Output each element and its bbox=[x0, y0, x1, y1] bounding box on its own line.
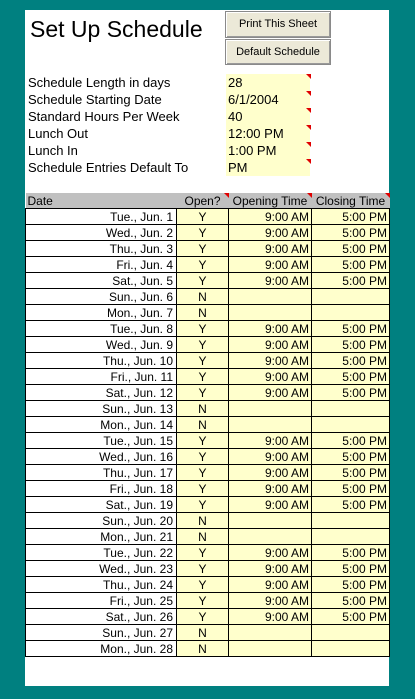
closing-time-cell[interactable]: 5:00 PM bbox=[312, 257, 390, 273]
entries-default-input[interactable] bbox=[226, 159, 310, 176]
opening-time-cell[interactable]: 9:00 AM bbox=[229, 465, 312, 481]
date-cell: Sat., Jun. 19 bbox=[26, 497, 177, 513]
open-cell[interactable]: N bbox=[177, 529, 229, 545]
opening-time-cell[interactable]: 9:00 AM bbox=[229, 497, 312, 513]
table-row bbox=[26, 225, 390, 241]
date-cell: Sun., Jun. 27 bbox=[26, 625, 177, 641]
table-row bbox=[26, 497, 390, 513]
lunch-in-label: Lunch In bbox=[28, 143, 78, 158]
closing-time-cell[interactable] bbox=[312, 641, 390, 657]
date-cell: Thu., Jun. 24 bbox=[26, 577, 177, 593]
entries-default-value: PM bbox=[228, 160, 248, 175]
schedule-length-value: 28 bbox=[228, 75, 243, 90]
closing-time-cell[interactable]: 5:00 PM bbox=[312, 497, 390, 513]
date-cell: Mon., Jun. 14 bbox=[26, 417, 177, 433]
open-cell[interactable]: Y bbox=[177, 353, 229, 369]
closing-time-cell[interactable]: 5:00 PM bbox=[312, 337, 390, 353]
opening-time-cell[interactable]: 9:00 AM bbox=[229, 449, 312, 465]
opening-time-cell[interactable]: 9:00 AM bbox=[229, 257, 312, 273]
comment-marker-icon bbox=[306, 108, 311, 113]
hours-per-week-label: Standard Hours Per Week bbox=[28, 109, 180, 124]
open-cell[interactable]: Y bbox=[177, 337, 229, 353]
table-row bbox=[26, 385, 390, 401]
comment-marker-icon bbox=[306, 91, 311, 96]
date-cell: Wed., Jun. 2 bbox=[26, 225, 177, 241]
comment-marker-icon bbox=[306, 125, 311, 130]
opening-time-cell[interactable]: 9:00 AM bbox=[229, 241, 312, 257]
open-cell[interactable]: Y bbox=[177, 257, 229, 273]
opening-time-cell[interactable] bbox=[229, 305, 312, 321]
open-cell[interactable]: Y bbox=[177, 209, 229, 225]
schedule-table bbox=[25, 193, 390, 657]
table-row bbox=[26, 545, 390, 561]
open-cell[interactable]: Y bbox=[177, 321, 229, 337]
default-schedule-button[interactable] bbox=[225, 39, 331, 65]
opening-time-cell[interactable]: 9:00 AM bbox=[229, 337, 312, 353]
closing-time-cell[interactable] bbox=[312, 401, 390, 417]
date-cell: Wed., Jun. 23 bbox=[26, 561, 177, 577]
opening-time-cell[interactable] bbox=[229, 641, 312, 657]
table-row bbox=[26, 401, 390, 417]
date-cell: Thu., Jun. 17 bbox=[26, 465, 177, 481]
entries-default-label: Schedule Entries Default To bbox=[28, 160, 189, 175]
opening-time-cell[interactable]: 9:00 AM bbox=[229, 385, 312, 401]
table-row bbox=[26, 289, 390, 305]
opening-time-cell[interactable]: 9:00 AM bbox=[229, 577, 312, 593]
open-cell[interactable]: N bbox=[177, 513, 229, 529]
date-cell: Tue., Jun. 8 bbox=[26, 321, 177, 337]
open-cell[interactable]: Y bbox=[177, 561, 229, 577]
closing-time-cell[interactable]: 5:00 PM bbox=[312, 577, 390, 593]
table-row bbox=[26, 369, 390, 385]
print-sheet-button[interactable] bbox=[225, 11, 331, 38]
closing-time-cell[interactable] bbox=[312, 513, 390, 529]
table-row bbox=[26, 305, 390, 321]
closing-time-cell[interactable] bbox=[312, 529, 390, 545]
date-cell: Mon., Jun. 7 bbox=[26, 305, 177, 321]
date-cell: Tue., Jun. 1 bbox=[26, 209, 177, 225]
table-row bbox=[26, 209, 390, 225]
date-cell: Sun., Jun. 20 bbox=[26, 513, 177, 529]
open-cell[interactable]: Y bbox=[177, 433, 229, 449]
closing-time-cell[interactable]: 5:00 PM bbox=[312, 609, 390, 625]
open-cell[interactable]: Y bbox=[177, 225, 229, 241]
date-cell: Mon., Jun. 28 bbox=[26, 641, 177, 657]
closing-time-cell[interactable]: 5:00 PM bbox=[312, 449, 390, 465]
table-row bbox=[26, 577, 390, 593]
table-row bbox=[26, 625, 390, 641]
opening-time-column-header bbox=[229, 193, 312, 209]
start-date-value: 6/1/2004 bbox=[228, 92, 279, 107]
date-cell: Sun., Jun. 6 bbox=[26, 289, 177, 305]
open-cell[interactable]: Y bbox=[177, 465, 229, 481]
date-cell: Tue., Jun. 15 bbox=[26, 433, 177, 449]
start-date-label: Schedule Starting Date bbox=[28, 92, 162, 107]
closing-time-cell[interactable] bbox=[312, 625, 390, 641]
closing-time-cell[interactable] bbox=[312, 305, 390, 321]
open-cell[interactable]: Y bbox=[177, 593, 229, 609]
open-column-header-label: Open? bbox=[184, 193, 221, 208]
open-cell[interactable]: Y bbox=[177, 497, 229, 513]
schedule-length-input[interactable] bbox=[226, 74, 310, 91]
open-cell[interactable]: Y bbox=[177, 609, 229, 625]
lunch-out-input[interactable] bbox=[226, 125, 310, 142]
table-row bbox=[26, 449, 390, 465]
date-cell: Sun., Jun. 13 bbox=[26, 401, 177, 417]
open-cell[interactable]: N bbox=[177, 289, 229, 305]
comment-marker-icon bbox=[385, 193, 390, 198]
opening-time-cell[interactable] bbox=[229, 513, 312, 529]
opening-time-cell[interactable]: 9:00 AM bbox=[229, 321, 312, 337]
opening-time-column-header-label: Opening Time bbox=[232, 193, 308, 208]
open-cell[interactable]: Y bbox=[177, 369, 229, 385]
default-schedule-button-label: Default Schedule bbox=[236, 46, 320, 58]
table-row bbox=[26, 321, 390, 337]
opening-time-cell[interactable] bbox=[229, 401, 312, 417]
lunch-in-value: 1:00 PM bbox=[228, 143, 277, 158]
schedule-rows bbox=[26, 209, 390, 657]
table-row bbox=[26, 465, 390, 481]
closing-time-cell[interactable]: 5:00 PM bbox=[312, 241, 390, 257]
open-cell[interactable]: Y bbox=[177, 385, 229, 401]
date-cell: Thu., Jun. 3 bbox=[26, 241, 177, 257]
date-cell: Sat., Jun. 12 bbox=[26, 385, 177, 401]
open-cell[interactable]: Y bbox=[177, 545, 229, 561]
open-cell[interactable]: Y bbox=[177, 577, 229, 593]
table-row bbox=[26, 561, 390, 577]
date-cell: Fri., Jun. 11 bbox=[26, 369, 177, 385]
lunch-out-value: 12:00 PM bbox=[228, 126, 284, 141]
comment-marker-icon bbox=[306, 142, 311, 147]
open-cell[interactable]: N bbox=[177, 641, 229, 657]
closing-time-cell[interactable]: 5:00 PM bbox=[312, 481, 390, 497]
start-date-input[interactable] bbox=[226, 91, 310, 108]
closing-time-column-header bbox=[312, 193, 390, 209]
closing-time-column-header-label: Closing Time bbox=[315, 193, 386, 208]
table-row bbox=[26, 529, 390, 545]
opening-time-cell[interactable]: 9:00 AM bbox=[229, 225, 312, 241]
schedule-sheet bbox=[25, 10, 389, 686]
page-title: Set Up Schedule bbox=[30, 16, 203, 42]
opening-time-cell[interactable] bbox=[229, 625, 312, 641]
table-row bbox=[26, 337, 390, 353]
opening-time-cell[interactable]: 9:00 AM bbox=[229, 369, 312, 385]
opening-time-cell[interactable]: 9:00 AM bbox=[229, 209, 312, 225]
closing-time-cell[interactable]: 5:00 PM bbox=[312, 465, 390, 481]
open-cell[interactable]: N bbox=[177, 401, 229, 417]
opening-time-cell[interactable] bbox=[229, 417, 312, 433]
date-column-header: Date bbox=[26, 193, 177, 209]
date-cell: Fri., Jun. 25 bbox=[26, 593, 177, 609]
table-row bbox=[26, 273, 390, 289]
open-cell[interactable]: N bbox=[177, 417, 229, 433]
table-row bbox=[26, 593, 390, 609]
closing-time-cell[interactable]: 5:00 PM bbox=[312, 353, 390, 369]
opening-time-cell[interactable]: 9:00 AM bbox=[229, 273, 312, 289]
date-cell: Wed., Jun. 16 bbox=[26, 449, 177, 465]
date-cell: Fri., Jun. 18 bbox=[26, 481, 177, 497]
opening-time-cell[interactable]: 9:00 AM bbox=[229, 561, 312, 577]
opening-time-cell[interactable] bbox=[229, 529, 312, 545]
date-cell: Tue., Jun. 22 bbox=[26, 545, 177, 561]
print-sheet-button-label: Print This Sheet bbox=[238, 18, 318, 30]
opening-time-cell[interactable]: 9:00 AM bbox=[229, 609, 312, 625]
open-cell[interactable]: Y bbox=[177, 273, 229, 289]
table-row bbox=[26, 241, 390, 257]
open-cell[interactable]: Y bbox=[177, 481, 229, 497]
hours-per-week-value: 40 bbox=[228, 109, 243, 124]
table-row bbox=[26, 433, 390, 449]
opening-time-cell[interactable]: 9:00 AM bbox=[229, 481, 312, 497]
opening-time-cell[interactable]: 9:00 AM bbox=[229, 433, 312, 449]
closing-time-cell[interactable]: 5:00 PM bbox=[312, 433, 390, 449]
closing-time-cell[interactable]: 5:00 PM bbox=[312, 593, 390, 609]
closing-time-cell[interactable]: 5:00 PM bbox=[312, 225, 390, 241]
comment-marker-icon bbox=[306, 74, 311, 79]
open-cell[interactable]: N bbox=[177, 625, 229, 641]
lunch-in-input[interactable] bbox=[226, 142, 310, 159]
closing-time-cell[interactable] bbox=[312, 417, 390, 433]
closing-time-cell[interactable]: 5:00 PM bbox=[312, 273, 390, 289]
closing-time-cell[interactable]: 5:00 PM bbox=[312, 545, 390, 561]
closing-time-cell[interactable]: 5:00 PM bbox=[312, 561, 390, 577]
open-column-header bbox=[177, 193, 229, 209]
schedule-length-label: Schedule Length in days bbox=[28, 75, 171, 90]
opening-time-cell[interactable] bbox=[229, 289, 312, 305]
hours-per-week-input[interactable] bbox=[226, 108, 310, 125]
lunch-out-label: Lunch Out bbox=[28, 126, 88, 141]
table-row bbox=[26, 609, 390, 625]
table-row bbox=[26, 641, 390, 657]
closing-time-cell[interactable] bbox=[312, 289, 390, 305]
open-cell[interactable]: Y bbox=[177, 241, 229, 257]
closing-time-cell[interactable]: 5:00 PM bbox=[312, 385, 390, 401]
opening-time-cell[interactable]: 9:00 AM bbox=[229, 593, 312, 609]
table-row bbox=[26, 513, 390, 529]
opening-time-cell[interactable]: 9:00 AM bbox=[229, 545, 312, 561]
table-row bbox=[26, 257, 390, 273]
closing-time-cell[interactable]: 5:00 PM bbox=[312, 369, 390, 385]
date-cell: Sat., Jun. 26 bbox=[26, 609, 177, 625]
date-cell: Mon., Jun. 21 bbox=[26, 529, 177, 545]
date-cell: Fri., Jun. 4 bbox=[26, 257, 177, 273]
table-row bbox=[26, 481, 390, 497]
table-header-row bbox=[26, 193, 390, 209]
open-cell[interactable]: N bbox=[177, 305, 229, 321]
opening-time-cell[interactable]: 9:00 AM bbox=[229, 353, 312, 369]
comment-marker-icon bbox=[306, 159, 311, 164]
date-cell: Sat., Jun. 5 bbox=[26, 273, 177, 289]
closing-time-cell[interactable]: 5:00 PM bbox=[312, 209, 390, 225]
table-row bbox=[26, 417, 390, 433]
closing-time-cell[interactable]: 5:00 PM bbox=[312, 321, 390, 337]
open-cell[interactable]: Y bbox=[177, 449, 229, 465]
date-cell: Wed., Jun. 9 bbox=[26, 337, 177, 353]
date-cell: Thu., Jun. 10 bbox=[26, 353, 177, 369]
table-row bbox=[26, 353, 390, 369]
